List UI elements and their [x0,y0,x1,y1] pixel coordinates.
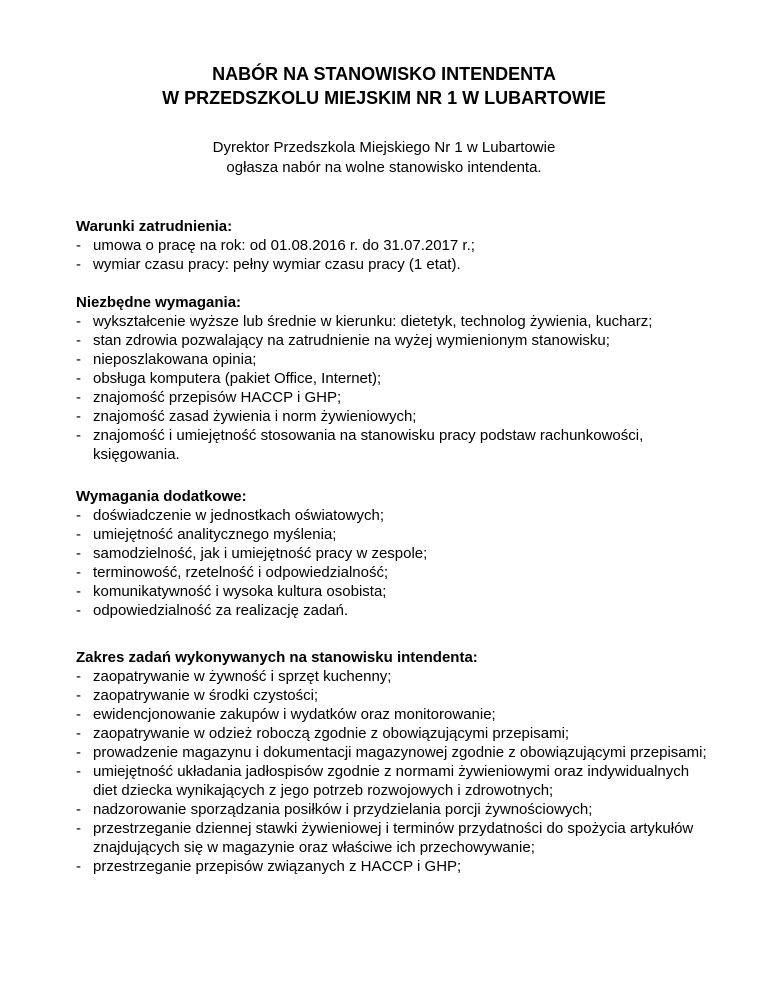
list-item: - zaopatrywanie w odzież roboczą zgodnie z obowiązującymi przepisami; [76,724,716,743]
list-item: - odpowiedzialność za realizację zadań. [76,601,716,620]
list-item: - wymiar czasu pracy: pełny wymiar czasu pracy (1 etat). [76,255,716,274]
bullet-list [76,236,716,274]
list-item: - ewidencjonowanie zakupów i wydatków oraz monitorowanie; [76,705,716,724]
section-heading: Zakres zadań wykonywanych na stanowisku intendenta: [76,649,478,666]
title-line-2: W PRZEDSZKOLU MIEJSKIM NR 1 W LUBARTOWIE [162,88,606,108]
section-job-duties [76,648,716,876]
section-heading: Warunki zatrudnienia: [76,218,233,235]
section-heading: Niezbędne wymagania: [76,294,242,311]
list-item: - samodzielność, jak i umiejętność pracy w zespole; [76,544,716,563]
list-item: - umowa o pracę na rok: od 01.08.2016 r. do 31.07.2017 r.; [76,236,716,255]
intro-paragraph [0,138,768,178]
section-required-qualifications [76,293,716,464]
list-item: - zaopatrywanie w żywność i sprzęt kuchenny; [76,667,716,686]
intro-line-1: Dyrektor Przedszkola Miejskiego Nr 1 w Lubartowie [212,139,556,156]
intro-line-2: ogłasza nabór na wolne stanowisko intendenta. [226,159,542,176]
document-title [0,62,768,110]
list-item: - umiejętność układania jadłospisów zgodnie z normami żywieniowymi oraz indywidualnych diet dziecka wynikających z jego potrzeb rozwojowych i zdrowotnych; [76,762,716,800]
list-item: - nieposzlakowana opinia; [76,350,716,369]
list-item: - przestrzeganie dziennej stawki żywieniowej i terminów przydatności do spożycia artykułów znajdujących się w magazynie oraz właściwe ich przechowywanie; [76,819,716,857]
list-item: - stan zdrowia pozwalający na zatrudnienie na wyżej wymienionym stanowisku; [76,331,716,350]
list-item: - terminowość, rzetelność i odpowiedzialność; [76,563,716,582]
section-additional-requirements [76,487,716,620]
list-item: - doświadczenie w jednostkach oświatowych; [76,506,716,525]
list-item: - umiejętność analitycznego myślenia; [76,525,716,544]
list-item: - obsługa komputera (pakiet Office, Internet); [76,369,716,388]
bullet-list [76,667,716,876]
list-item: - zaopatrywanie w środki czystości; [76,686,716,705]
list-item: - wykształcenie wyższe lub średnie w kierunku: dietetyk, technolog żywienia, kucharz; [76,312,716,331]
list-item: - znajomość i umiejętność stosowania na stanowisku pracy podstaw rachunkowości, księgowania. [76,426,716,464]
list-item: - przestrzeganie przepisów związanych z HACCP i GHP; [76,857,716,876]
bullet-list [76,312,716,464]
section-employment-conditions [76,217,716,274]
list-item: - komunikatywność i wysoka kultura osobista; [76,582,716,601]
list-item: - nadzorowanie sporządzania posiłków i przydzielania porcji żywnościowych; [76,800,716,819]
section-heading: Wymagania dodatkowe: [76,488,247,505]
list-item: - prowadzenie magazynu i dokumentacji magazynowej zgodnie z obowiązującymi przepisami; [76,743,716,762]
list-item: - znajomość przepisów HACCP i GHP; [76,388,716,407]
title-line-1: NABÓR NA STANOWISKO INTENDENTA [212,64,556,84]
list-item: - znajomość zasad żywienia i norm żywieniowych; [76,407,716,426]
bullet-list [76,506,716,620]
